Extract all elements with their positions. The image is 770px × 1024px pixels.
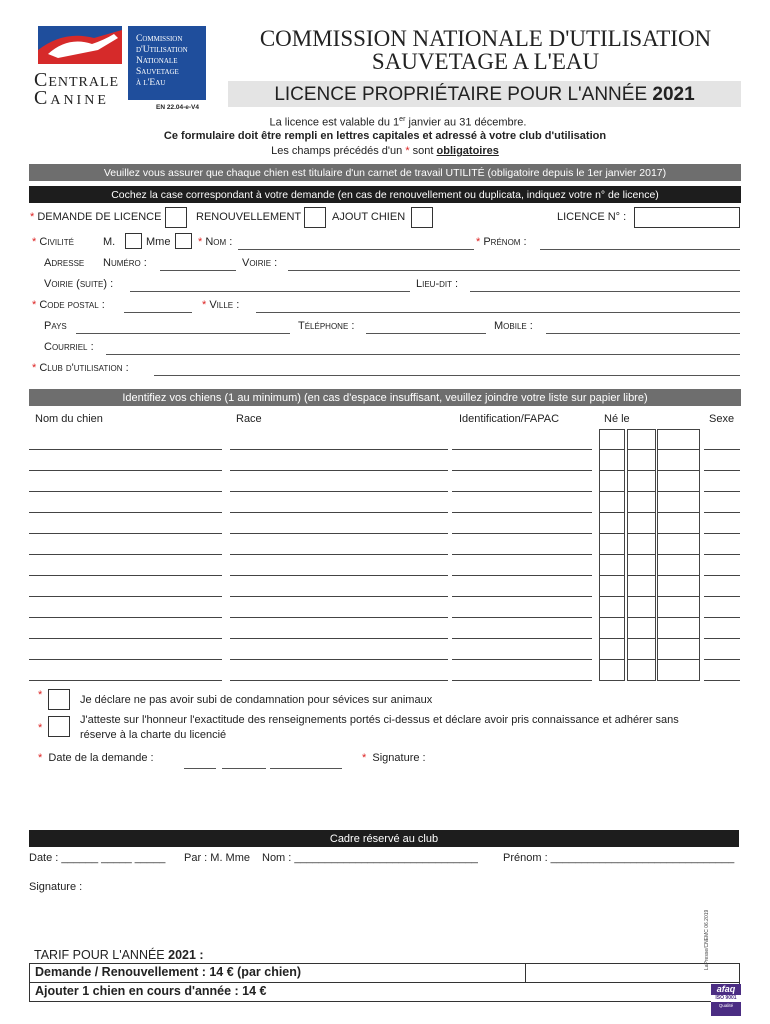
licence-no-field[interactable] <box>634 207 740 228</box>
licence-year: 2021 <box>652 84 695 105</box>
club-text: Club d'utilisation : <box>39 362 129 374</box>
mme-checkbox[interactable] <box>175 233 192 249</box>
dog-name-field[interactable] <box>29 491 222 492</box>
tarif-divider-h <box>30 982 739 983</box>
pays-field[interactable] <box>76 333 290 334</box>
voirie-field[interactable] <box>288 270 740 271</box>
dog-header-ne: Né le <box>604 413 630 425</box>
validity-a: La licence est valable du 1 <box>269 116 400 129</box>
numero-field[interactable] <box>160 270 236 271</box>
dog-birth-month-cell[interactable] <box>627 429 656 450</box>
dog-id-field[interactable] <box>452 596 592 597</box>
tarif-title-b: 2021 : <box>168 948 204 962</box>
commission-box <box>128 26 206 100</box>
dog-birth-year-cell[interactable] <box>657 429 700 450</box>
dog-birth-year-cell[interactable] <box>657 492 700 513</box>
tarif-divider-v <box>525 964 526 982</box>
dog-race-field[interactable] <box>230 659 448 660</box>
dog-sex-field[interactable] <box>704 491 740 492</box>
club-nom: Nom : ______________________________ <box>262 852 478 864</box>
date-demande-month[interactable] <box>222 768 266 769</box>
dog-birth-year-cell[interactable] <box>657 618 700 639</box>
voirie-suite-field[interactable] <box>130 291 410 292</box>
code-postal-label: * Code postal : <box>32 299 105 311</box>
dog-birth-month-cell[interactable] <box>627 492 656 513</box>
dog-birth-year-cell[interactable] <box>657 555 700 576</box>
numero-label: Numéro : <box>103 257 147 269</box>
dog-race-field[interactable] <box>230 638 448 639</box>
club-prenom: Prénom : ______________________________ <box>503 852 735 864</box>
date-demande-year[interactable] <box>270 768 342 769</box>
dog-sex-field[interactable] <box>704 512 740 513</box>
signature-text: Signature : <box>372 752 426 764</box>
decl2-line2: réserve à la charte du licencié <box>80 729 227 741</box>
dog-birth-month-cell[interactable] <box>627 555 656 576</box>
code-postal-text: Code postal : <box>39 299 105 311</box>
validity-sup: er <box>399 116 406 123</box>
validity-text <box>228 116 568 129</box>
licence-title-banner <box>228 81 741 107</box>
dog-race-field[interactable] <box>230 554 448 555</box>
dog-birth-year-cell[interactable] <box>657 576 700 597</box>
dog-header-race: Race <box>236 413 262 425</box>
dog-id-field[interactable] <box>452 554 592 555</box>
club-par: Par : M. Mme <box>184 852 251 864</box>
m-checkbox[interactable] <box>125 233 142 249</box>
renouvellement-label: RENOUVELLEMENT <box>196 211 302 223</box>
courriel-label: Courriel : <box>44 341 94 353</box>
renouvellement-checkbox[interactable] <box>304 207 326 228</box>
dog-birth-day-cell[interactable] <box>599 471 625 492</box>
instruction-text: Ce formulaire doit être rempli en lettres capitales et adressé à votre club d'utilisation <box>163 130 607 142</box>
date-demande-text: Date de la demande : <box>48 752 154 764</box>
dog-race-field[interactable] <box>230 491 448 492</box>
dog-birth-day-cell[interactable] <box>599 429 625 450</box>
tarif-title <box>34 948 204 962</box>
dog-sex-field[interactable] <box>704 596 740 597</box>
dog-birth-day-cell[interactable] <box>599 618 625 639</box>
decl1-text: Je déclare ne pas avoir subi de condamnation pour sévices sur animaux <box>80 694 433 706</box>
dog-birth-month-cell[interactable] <box>627 639 656 660</box>
dog-id-field[interactable] <box>452 533 592 534</box>
cochez-bar: Cochez la case correspondant à votre demande (en cas de renouvellement ou duplicata, indiquez votre n° de licence) <box>29 186 741 203</box>
adresse-label: Adresse <box>44 257 85 269</box>
dog-id-field[interactable] <box>452 680 592 681</box>
dog-birth-month-cell[interactable] <box>627 513 656 534</box>
licence-no-label: LICENCE N° : <box>557 211 627 223</box>
civilite-label: * Civilité <box>32 236 74 248</box>
dog-birth-day-cell[interactable] <box>599 597 625 618</box>
mandatory-note <box>100 145 670 157</box>
courriel-field[interactable] <box>106 354 740 355</box>
dog-race-field[interactable] <box>230 449 448 450</box>
dog-race-field[interactable] <box>230 512 448 513</box>
title-line2: SAUVETAGE A L'EAU <box>371 49 600 74</box>
tarif-title-a: TARIF POUR L'ANNÉE <box>34 948 169 962</box>
dog-name-field[interactable] <box>29 470 222 471</box>
dog-header-sexe: Sexe <box>709 413 735 425</box>
dog-birth-month-cell[interactable] <box>627 618 656 639</box>
dog-name-field[interactable] <box>29 617 222 618</box>
afaq-sub: Qualité <box>718 1003 734 1008</box>
dog-birth-day-cell[interactable] <box>599 492 625 513</box>
dog-race-field[interactable] <box>230 575 448 576</box>
decl2-star: * <box>38 722 43 734</box>
dog-sex-field[interactable] <box>704 638 740 639</box>
dog-race-field[interactable] <box>230 596 448 597</box>
dog-name-field[interactable] <box>29 554 222 555</box>
date-demande-label: * Date de la demande : <box>38 752 154 764</box>
dogs-bar: Identifiez vos chiens (1 au minimum) (en cas d'espace insuffisant, veuillez joindre votre liste sur papier libre) <box>29 389 741 406</box>
licence-title: LICENCE PROPRIÉTAIRE POUR L'ANNÉE <box>274 84 648 105</box>
dog-sex-field[interactable] <box>704 617 740 618</box>
dog-sex-field[interactable] <box>704 449 740 450</box>
ville-field[interactable] <box>256 312 740 313</box>
code-postal-field[interactable] <box>124 312 192 313</box>
ville-label: * Ville : <box>202 299 240 311</box>
afaq-logo <box>711 984 741 1016</box>
mandatory-b: sont <box>409 145 437 157</box>
mobile-label: Mobile : <box>494 320 533 332</box>
brand-line2: Canine <box>34 87 109 109</box>
dog-id-field[interactable] <box>452 659 592 660</box>
mandatory-a: Les champs précédés d'un <box>271 145 406 157</box>
dog-id-field[interactable] <box>452 638 592 639</box>
dog-birth-day-cell[interactable] <box>599 534 625 555</box>
club-signature: Signature : <box>29 881 83 893</box>
ajout-label: AJOUT CHIEN <box>332 211 406 223</box>
dog-birth-month-cell[interactable] <box>627 576 656 597</box>
lieu-dit-field[interactable] <box>470 291 740 292</box>
nom-text: Nom : <box>205 236 233 248</box>
dog-birth-year-cell[interactable] <box>657 471 700 492</box>
afaq-iso: ISO 9001 <box>711 995 741 1002</box>
prenom-field[interactable] <box>540 249 740 250</box>
dog-name-field[interactable] <box>29 512 222 513</box>
dog-header-id: Identification/FAPAC <box>459 413 560 425</box>
dog-race-field[interactable] <box>230 470 448 471</box>
dog-sex-field[interactable] <box>704 533 740 534</box>
dog-sex-field[interactable] <box>704 554 740 555</box>
dog-id-field[interactable] <box>452 470 592 471</box>
dog-id-field[interactable] <box>452 617 592 618</box>
dog-birth-month-cell[interactable] <box>627 471 656 492</box>
dog-header-nom: Nom du chien <box>35 413 103 425</box>
tarif-row1: Demande / Renouvellement : 14 € (par chien) <box>35 965 302 979</box>
afaq-name: afaq <box>716 984 736 994</box>
dog-name-field[interactable] <box>29 596 222 597</box>
pays-label: Pays <box>44 320 67 332</box>
telephone-label: Téléphone : <box>298 320 355 332</box>
mandatory-star: * <box>405 145 410 157</box>
dog-emblem-icon <box>34 24 126 68</box>
nom-label: * Nom : <box>198 236 233 248</box>
dog-birth-day-cell[interactable] <box>599 576 625 597</box>
centrale-canine-logo <box>34 24 126 109</box>
dog-birth-day-cell[interactable] <box>599 513 625 534</box>
prenom-label: * Prénom : <box>476 236 527 248</box>
commission-line-5: à l'Eau <box>136 78 166 88</box>
dog-birth-year-cell[interactable] <box>657 597 700 618</box>
dog-race-field[interactable] <box>230 533 448 534</box>
demande-label: * DEMANDE DE LICENCE <box>30 211 162 223</box>
dog-id-field[interactable] <box>452 512 592 513</box>
dog-id-field[interactable] <box>452 491 592 492</box>
dog-birth-year-cell[interactable] <box>657 639 700 660</box>
club-date: Date : ______ _____ _____ <box>29 852 166 864</box>
dog-race-field[interactable] <box>230 617 448 618</box>
dog-name-field[interactable] <box>29 575 222 576</box>
dog-name-field[interactable] <box>29 680 222 681</box>
mandatory-c: obligatoires <box>436 145 499 157</box>
dog-name-field[interactable] <box>29 638 222 639</box>
date-demande-day[interactable] <box>184 768 216 769</box>
dog-race-field[interactable] <box>230 680 448 681</box>
dog-sex-field[interactable] <box>704 659 740 660</box>
ajout-checkbox[interactable] <box>411 207 433 228</box>
dog-name-field[interactable] <box>29 659 222 660</box>
dog-birth-year-cell[interactable] <box>657 660 700 681</box>
dog-name-field[interactable] <box>29 449 222 450</box>
tarif-row2: Ajouter 1 chien en cours d'année : 14 € <box>35 984 267 998</box>
side-note: LaPresse/CNEMC 06.2019 <box>704 909 710 970</box>
club-reserved-bar: Cadre réservé au club <box>29 830 739 847</box>
dog-id-field[interactable] <box>452 575 592 576</box>
dog-birth-year-cell[interactable] <box>657 450 700 471</box>
telephone-field[interactable] <box>366 333 486 334</box>
dog-birth-month-cell[interactable] <box>627 660 656 681</box>
decl2-line1: J'atteste sur l'honneur l'exactitude des renseignements portés ci-dessus et déclare avoir pris connaissance et adhérer sans <box>80 714 679 726</box>
dog-sex-field[interactable] <box>704 680 740 681</box>
dog-birth-year-cell[interactable] <box>657 513 700 534</box>
m-label: M. <box>103 236 116 248</box>
dog-birth-day-cell[interactable] <box>599 555 625 576</box>
mme-label: Mme <box>146 236 171 248</box>
decl1-star: * <box>38 689 43 701</box>
commission-line-1: Commission <box>136 34 183 44</box>
lieu-dit-label: Lieu-dit : <box>416 278 459 290</box>
mobile-field[interactable] <box>546 333 740 334</box>
dog-sex-field[interactable] <box>704 575 740 576</box>
nom-field[interactable] <box>238 249 474 250</box>
voirie-suite-label: Voirie (suite) : <box>44 278 114 290</box>
club-label: * Club d'utilisation : <box>32 362 129 374</box>
title-line1: COMMISSION NATIONALE D'UTILISATION <box>259 26 712 51</box>
dog-name-field[interactable] <box>29 533 222 534</box>
ville-text: Ville : <box>209 299 240 311</box>
civilite-text: Civilité <box>39 236 74 248</box>
dog-birth-day-cell[interactable] <box>599 639 625 660</box>
validity-b: janvier au 31 décembre. <box>405 116 527 129</box>
brand-line1: Centrale <box>34 69 120 91</box>
dog-birth-year-cell[interactable] <box>657 534 700 555</box>
dog-id-field[interactable] <box>452 449 592 450</box>
utilite-bar: Veuillez vous assurer que chaque chien est titulaire d'un carnet de travail UTILITÉ (obligatoire depuis le 1er janvier 2017) <box>29 164 741 181</box>
doc-code: EN 22.04-e-V4 <box>156 104 199 111</box>
commission-line-3: Nationale <box>136 56 178 66</box>
club-field[interactable] <box>154 375 740 376</box>
dog-birth-day-cell[interactable] <box>599 660 625 681</box>
decl1-checkbox[interactable] <box>48 689 70 710</box>
dog-sex-field[interactable] <box>704 470 740 471</box>
demande-checkbox[interactable] <box>165 207 187 228</box>
dog-birth-month-cell[interactable] <box>627 450 656 471</box>
voirie-label: Voirie : <box>242 257 278 269</box>
demande-text: DEMANDE DE LICENCE <box>37 211 162 223</box>
tarif-table <box>29 963 740 1002</box>
dog-birth-day-cell[interactable] <box>599 450 625 471</box>
commission-line-4: Sauvetage <box>136 67 179 77</box>
prenom-text: Prénom : <box>483 236 527 248</box>
decl2-checkbox[interactable] <box>48 716 70 737</box>
commission-line-2: d'Utilisation <box>136 45 188 55</box>
dog-birth-month-cell[interactable] <box>627 534 656 555</box>
signature-label: * Signature : <box>362 752 426 764</box>
dog-birth-month-cell[interactable] <box>627 597 656 618</box>
